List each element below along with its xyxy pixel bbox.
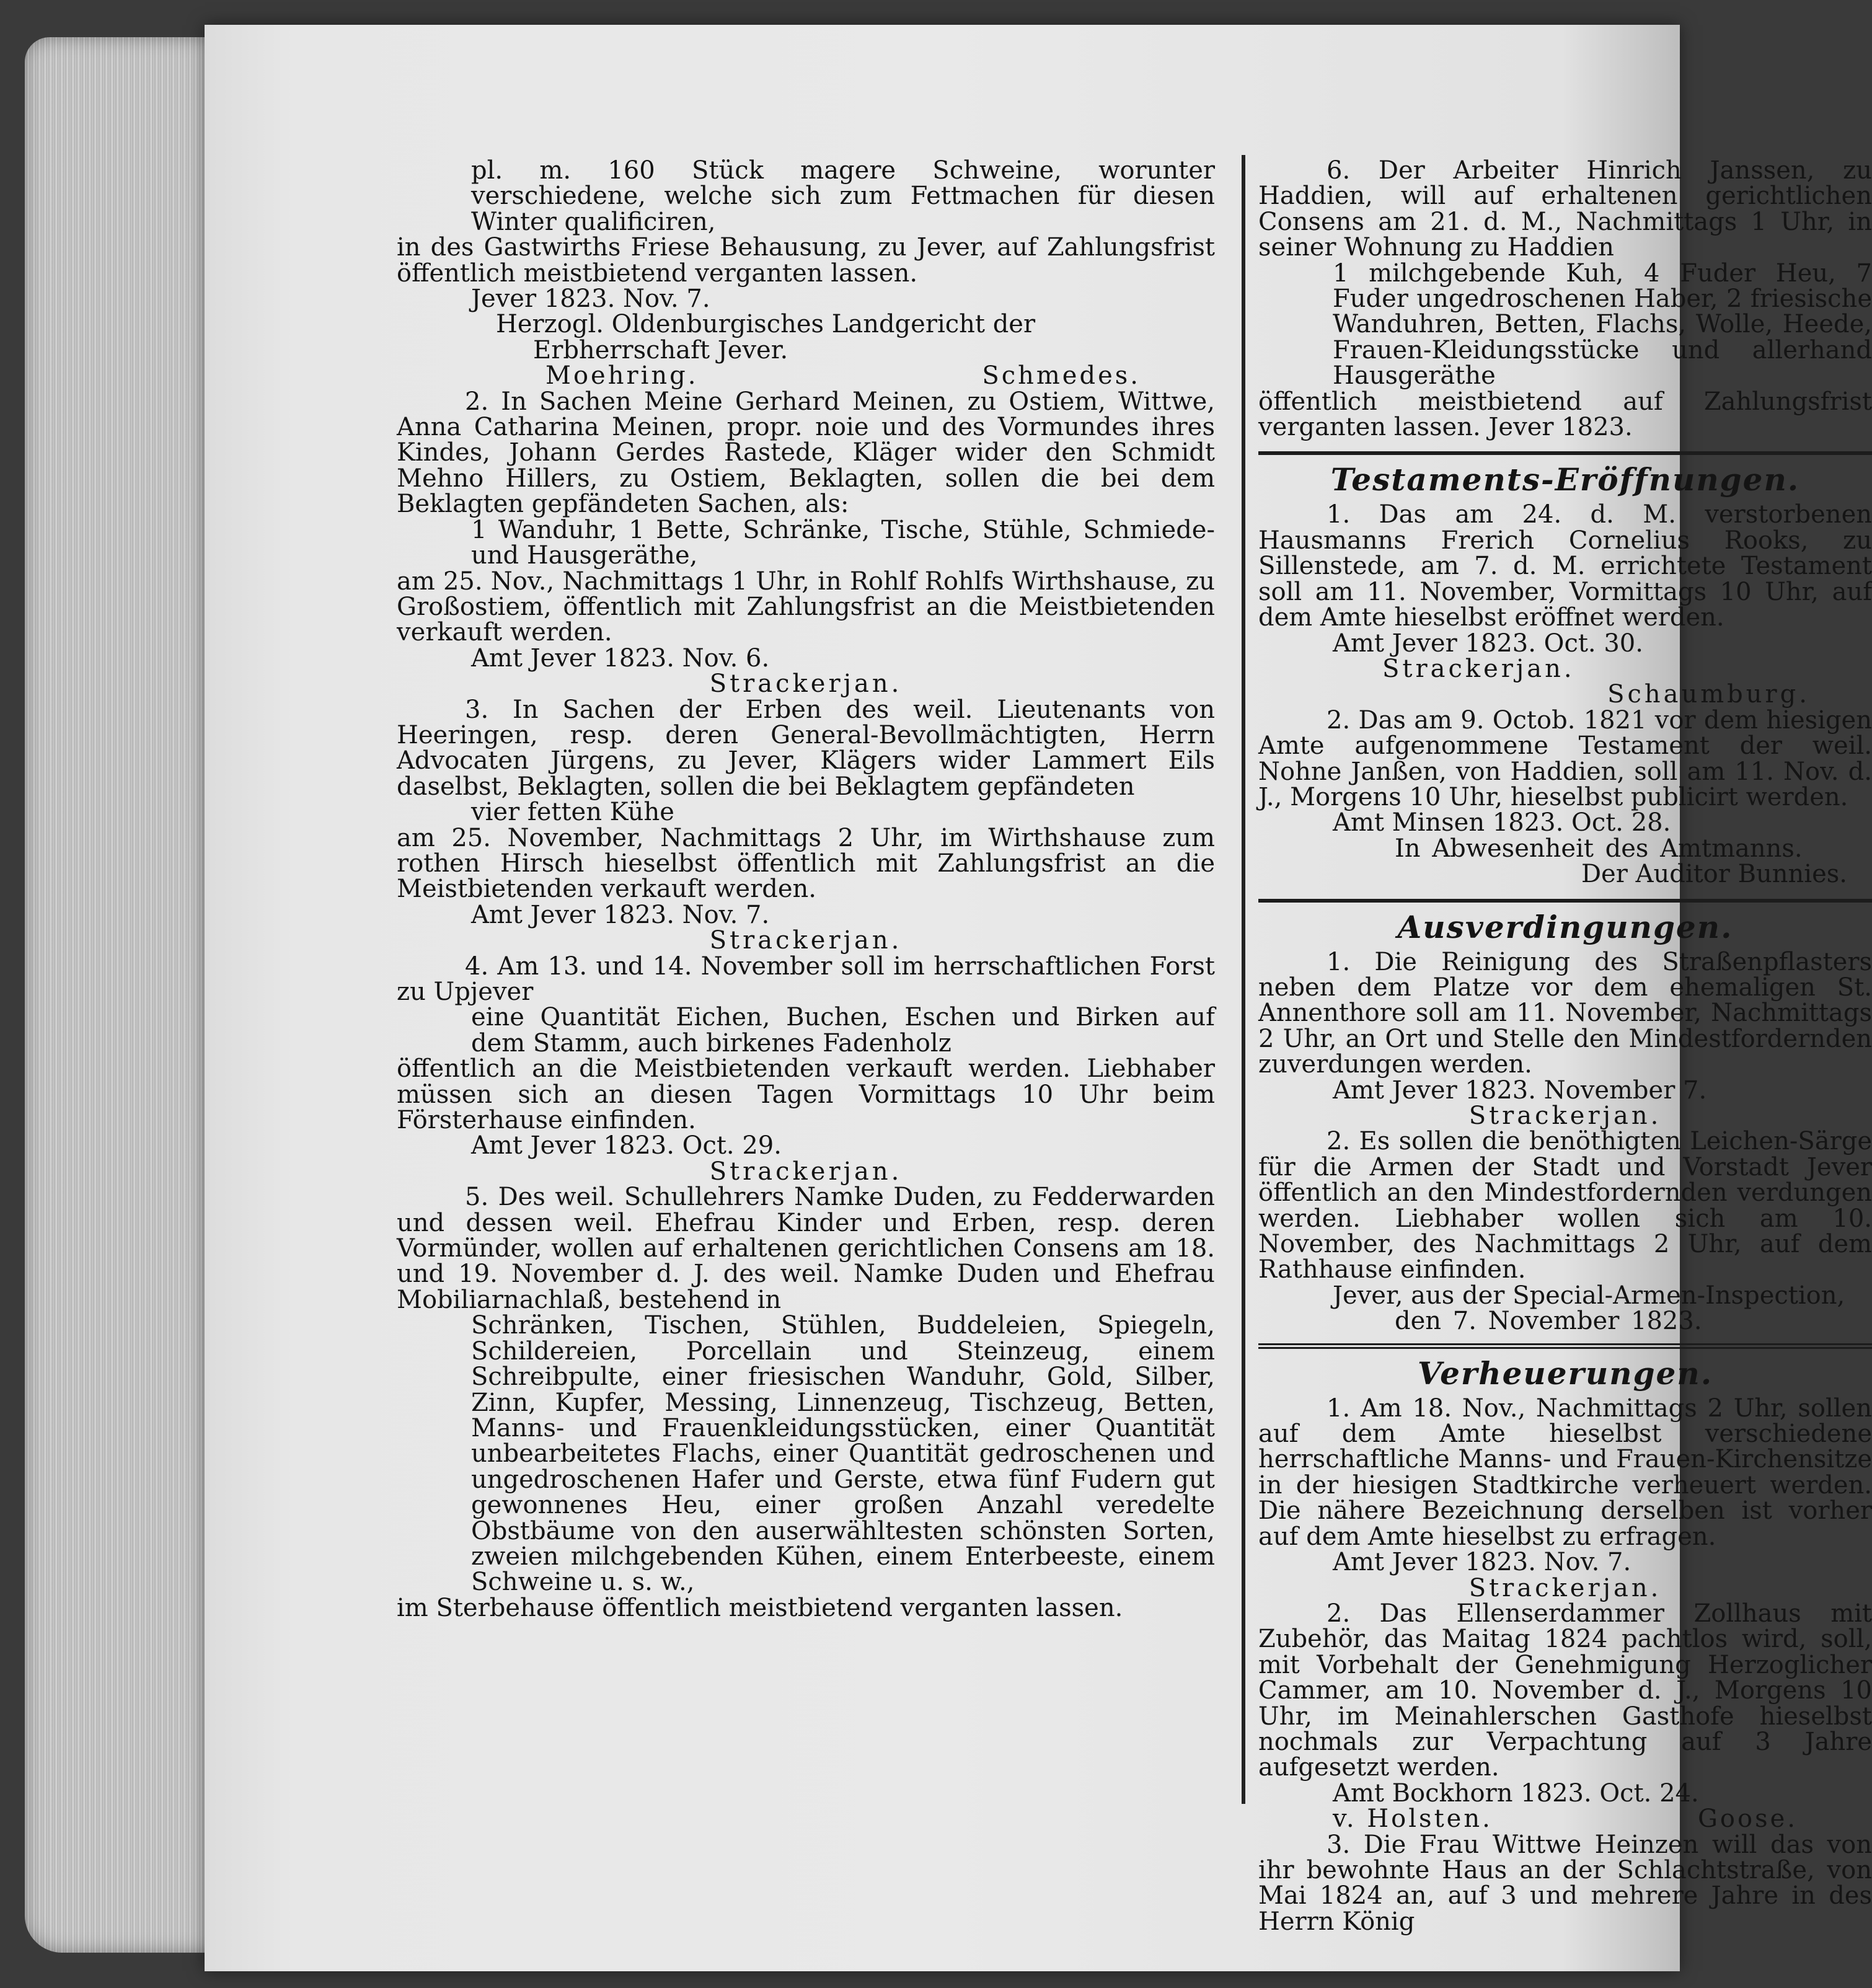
notice-4-text-cont: öffentlich an die Meistbietenden verkauft werden. Liebhaber müssen sich an diesen Tagen Vormittags 10 Uhr beim Försterhause einfinden. — [397, 1054, 1215, 1135]
ausverdingung-1-text: 1. Die Reinigung des Straßenpflasters neben dem Platze vor dem ehemaligen St. Annenthore soll am 11. November, Nachmittags 2 Uhr, an Ort und Stelle den Mindestfordernden zuverdungen werden. — [1258, 947, 1872, 1079]
newspaper-page — [205, 25, 1872, 1971]
notice-6-text: 6. Der Arbeiter Hinrich Janssen, zu Haddien, will auf erhaltenen gerichtlichen Consens am 21. d. M., Nachmittags 1 Uhr, in seiner Wohnung zu Haddien — [1258, 156, 1872, 262]
notice-4-list: eine Quantität Eichen, Buchen, Eschen und Birken auf dem Stamm, auch birkenes Fadenholz — [471, 1003, 1215, 1058]
notice-6-text-cont: öffentlich meistbietend auf Zahlungsfrist verganten lassen. Jever 1823. — [1258, 387, 1872, 442]
notice-1-list: pl. m. 160 Stück magere Schweine, worunter verschiedene, welche sich zum Fettmachen für diesen Winter qualificiren, — [471, 156, 1215, 236]
signatory-name: Moehring. — [545, 361, 699, 391]
notice-3-text: 3. In Sachen der Erben des weil. Lieutenants von Heeringen, resp. deren General-Bevollmächtigten, Herrn Advocaten Jürgens, zu Jever, Klägers wider Lammert Eils daselbst, Beklagten, sollen die bei Beklagtem gepfändeten — [397, 695, 1215, 801]
notice-2-date: Amt Jever 1823. Nov. 6. — [471, 643, 770, 673]
notice-1-text: in des Gastwirths Friese Behausung, zu Jever, auf Zahlungsfrist öffentlich meistbietend verganten lassen. — [397, 233, 1215, 288]
verheuerung-1-date: Amt Jever 1823. Nov. 7. — [1333, 1548, 1631, 1577]
notice-2-text: 2. In Sachen Meine Gerhard Meinen, zu Ostiem, Wittwe, Anna Catharina Meinen, propr. noie und des Vormundes ihres Kindes, Johann Gerdes Rastede, Kläger wider den Schmidt Mehno Hillers, zu Ostiem, Beklagten, sollen die bei dem Beklagten gepfändeten Sachen, als: — [397, 387, 1215, 519]
ausverdingung-1-name: Strackerjan. — [1468, 1102, 1662, 1130]
notice-4-text: 4. Am 13. und 14. November soll im herrschaftlichen Forst zu Upjever — [397, 952, 1215, 1006]
notice-2-list: 1 Wanduhr, 1 Bette, Schränke, Tische, Stühle, Schmiede- und Hausgeräthe, — [471, 515, 1215, 570]
notice-3-list: vier fetten Kühe — [471, 798, 674, 827]
notice-5-list: Schränken, Tischen, Stühlen, Buddeleien, Spiegeln, Schildereien, Porcellain und Steinzeug, einem Schreibpulte, einer friesischen Wanduhr, Gold, Silber, Zinn, Kupfer, Messing, Linnenzeug, Tischzeug, Betten, Manns- und Frauenkleidungsstücken, einer Quantität unbearbeitetes Flachs, einer Quantität gedroschenen und ungedroschenen Hafer und Gerste, etwa fünf Fudern gut gewonnenes Heu, einer großen Anzahl veredelte Obstbäume von den auserwähltesten schönsten Sorten, zweien milchgebenden Kühen, einem Enterbeeste, einem Schweine u. s. w., — [471, 1311, 1215, 1597]
verheuerung-1-name: Strackerjan. — [1468, 1573, 1662, 1602]
ausverdingung-2-signature: Jever, aus der Special-Armen-Inspection, — [1333, 1281, 1845, 1310]
section-rule — [1258, 451, 1872, 455]
notice-2-name: Strackerjan. — [709, 669, 903, 699]
signatory-name: Goose. — [1697, 1805, 1798, 1834]
section-title-testaments: Testaments-Eröffnungen. — [1330, 461, 1800, 498]
section-title-ausverdingungen: Ausverdingungen. — [1397, 908, 1733, 945]
signatory-name: Schmedes. — [982, 361, 1141, 391]
right-column — [1258, 158, 1872, 1935]
left-column — [397, 158, 1215, 1621]
verheuerung-1-text: 1. Am 18. Nov., Nachmittags 2 Uhr, sollen auf dem Amte hieselbst verschiedene herrschaftliche Manns- und Frauen-Kirchensitze in der hiesigen Stadtkirche verheuert werden. Die nähere Bezeichnung derselben ist vorher auf dem Amte hieselbst zu erfragen. — [1258, 1394, 1872, 1551]
ausverdingung-1-date: Amt Jever 1823. November 7. — [1333, 1076, 1707, 1105]
testament-2-auditor: Der Auditor Bunnies. — [1581, 860, 1847, 889]
testament-2-signature: In Abwesenheit des Amtmanns. — [1395, 834, 1803, 863]
notice-3-name: Strackerjan. — [709, 926, 903, 955]
notice-5-text-cont: im Sterbehause öffentlich meistbietend verganten lassen. — [397, 1593, 1123, 1622]
section-title-verheuerungen: Verheuerungen. — [1417, 1354, 1713, 1392]
section-rule — [1258, 899, 1872, 903]
notice-4-name: Strackerjan. — [709, 1157, 903, 1186]
testament-1-date: Amt Jever 1823. Oct. 30. — [1333, 629, 1643, 658]
verheuerung-2-names — [1333, 1806, 1798, 1832]
notice-1-date: Jever 1823. Nov. 7. — [471, 285, 710, 314]
verheuerung-2-date: Amt Bockhorn 1823. Oct. 24. — [1333, 1778, 1699, 1808]
book-page-edges — [25, 37, 223, 1953]
testament-2-text: 2. Das am 9. Octob. 1821 vor dem hiesigen Amte aufgenommene Testament der weil. Nohne Janßen, von Haddien, soll am 11. Nov. d. J., Morgens 10 Uhr, hieselbst publicirt werden. — [1258, 705, 1872, 811]
verheuerung-2-text: 2. Das Ellenserdammer Zollhaus mit Zubehör, das Maitag 1824 pachtlos wird, soll, mit Vorbehalt der Genehmigung Herzoglicher Cammer, am 10. November d. J., Morgens 10 Uhr, im Meinahlerschen Gasthofe hieselbst nochmals zur Verpachtung auf 3 Jahre aufgesetzt werden. — [1258, 1599, 1872, 1782]
notice-1-signature: Herzogl. Oldenburgisches Landgericht der Erbherrschaft Jever. — [496, 310, 1036, 364]
verheuerung-3-text: 3. Die Frau Wittwe Heinzen will das von ihr bewohnte Haus an der Schlachtstraße, von Mai 1824 an, auf 3 und mehrere Jahre in des Herrn König — [1258, 1830, 1872, 1936]
notice-2-text-cont: am 25. Nov., Nachmittags 1 Uhr, in Rohlf Rohlfs Wirthshause, zu Großostiem, öffentlich mit Zahlungsfrist an die Meistbietenden verkauft werden. — [397, 567, 1215, 647]
testament-1-name-2: Schaumburg. — [1607, 680, 1810, 709]
notice-4-date: Amt Jever 1823. Oct. 29. — [471, 1131, 782, 1160]
notice-3-text-cont: am 25. November, Nachmittags 2 Uhr, im Wirthshause zum rothen Hirsch hieselbst öffentlich mit Zahlungsfrist an die Meistbietenden verkauft werden. — [397, 823, 1215, 904]
signatory-name: v. Holsten. — [1333, 1805, 1493, 1834]
ausverdingung-2-date: den 7. November 1823. — [1395, 1307, 1702, 1336]
column-divider — [1242, 155, 1245, 1804]
ausverdingung-2-text: 2. Es sollen die benöthigten Leichen-Särge für die Armen der Stadt und Vorstadt Jever öffentlich an den Mindestfordernden verdungen werden. Liebhaber wollen sich am 10. November, des Nachmittags 2 Uhr, auf dem Rathhause einfinden. — [1258, 1127, 1872, 1284]
testament-1-text: 1. Das am 24. d. M. verstorbenen Hausmanns Frerich Cornelius Rooks, zu Sillenstede, am 7. d. M. errichtete Testament soll am 11. November, Vormittags 10 Uhr, auf dem Amte hieselbst eröffnet werden. — [1258, 500, 1872, 632]
notice-1-names — [545, 363, 1141, 389]
notice-3-date: Amt Jever 1823. Nov. 7. — [471, 900, 770, 929]
section-rule — [1258, 1343, 1872, 1349]
notice-5-text: 5. Des weil. Schullehrers Namke Duden, zu Fedderwarden und dessen weil. Ehefrau Kinder und Erben, resp. deren Vormünder, wollen auf erhaltenen gerichtlichen Consens am 18. und 19. November d. J. des weil. Namke Duden und Ehefrau Mobiliarnachlaß, bestehend in — [397, 1183, 1215, 1314]
notice-6-list: 1 milchgebende Kuh, 4 Fuder Heu, 7 Fuder ungedroschenen Haber, 2 friesische Wanduhren, Betten, Flachs, Wolle, Heede, Frauen-Kleidungsstücke und allerhand Hausgeräthe — [1333, 258, 1872, 391]
testament-2-date: Amt Minsen 1823. Oct. 28. — [1333, 808, 1671, 837]
testament-1-name: Strackerjan. — [1382, 654, 1575, 683]
